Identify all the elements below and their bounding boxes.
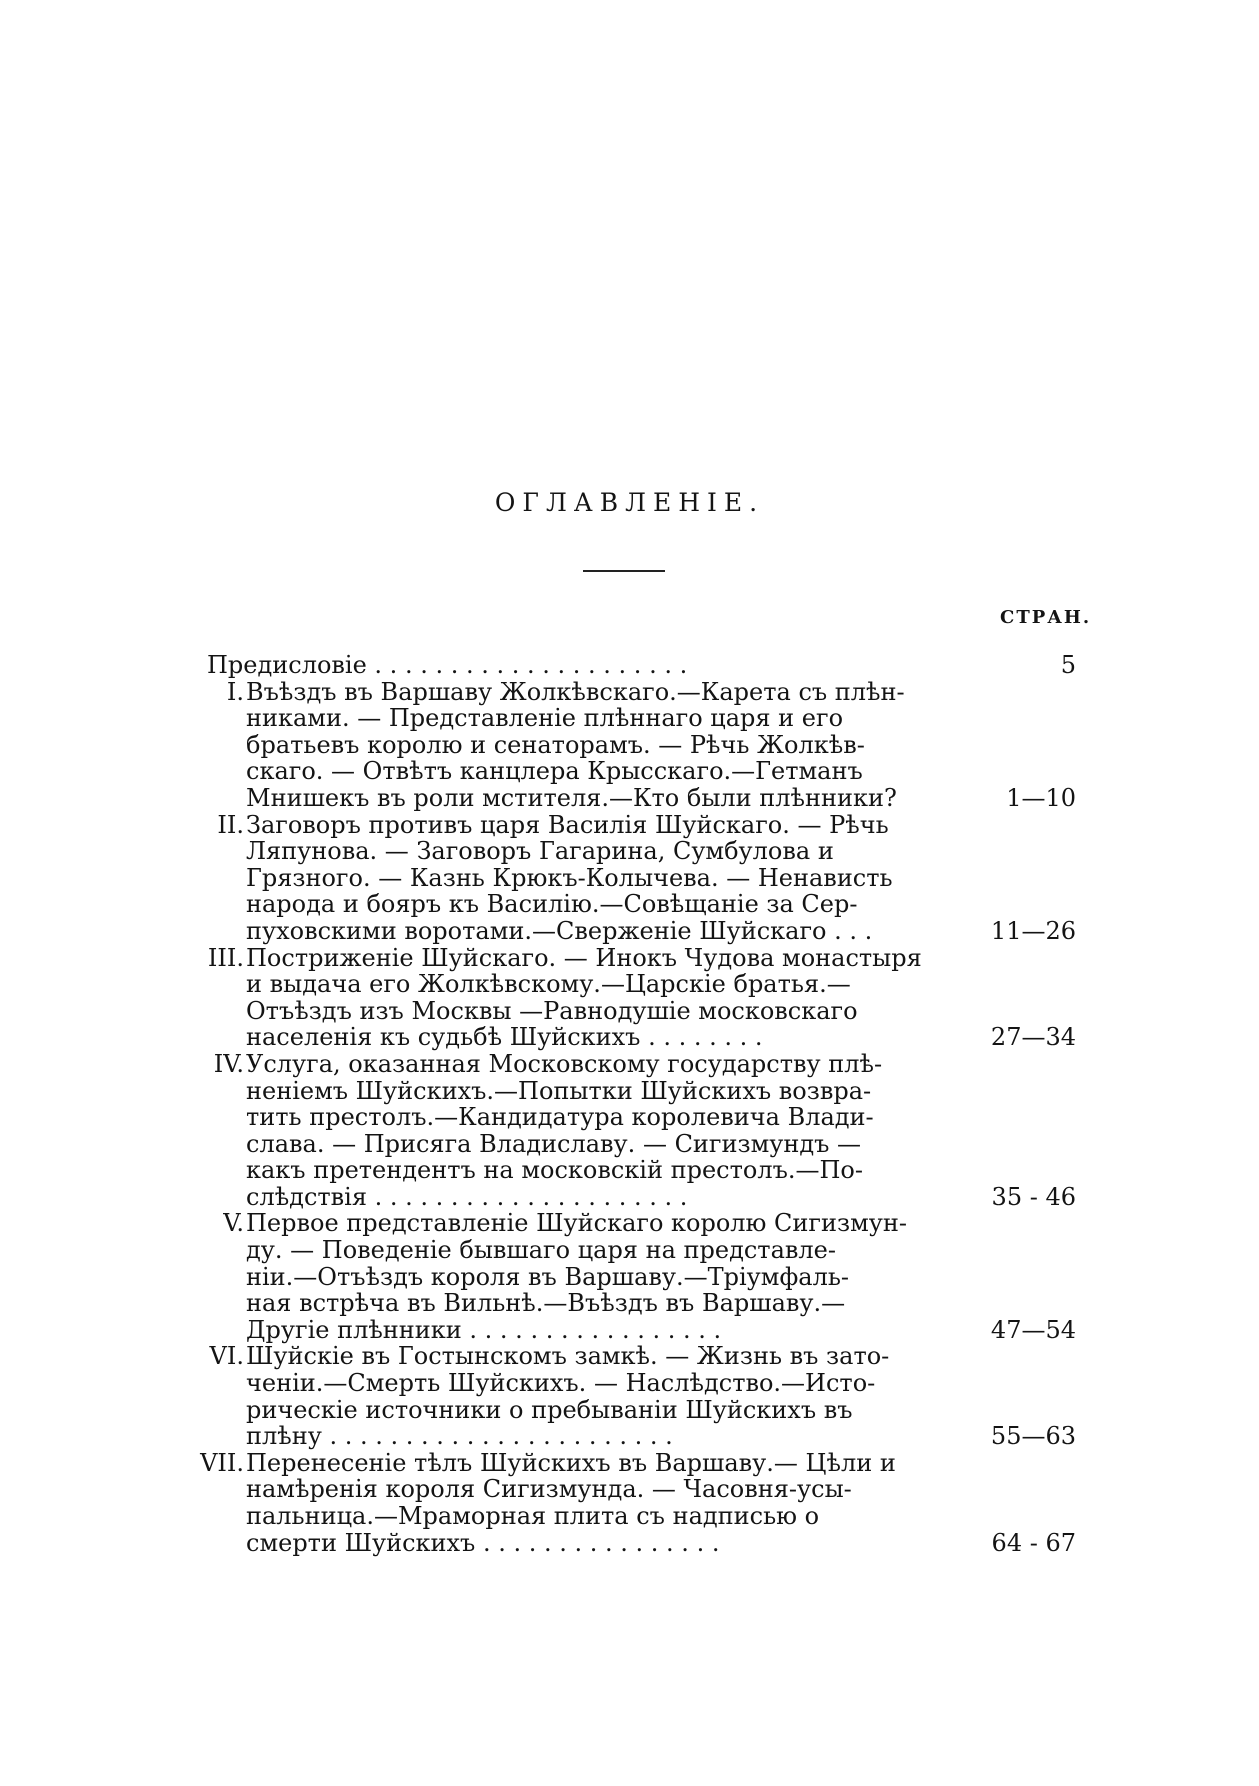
toc-line — [0, 1450, 1259, 1477]
toc-entry-text: ченіи.—Смерть Шуйскихъ. — Наслѣдство.—Исто- — [246, 1369, 876, 1398]
toc-line — [0, 1290, 1259, 1317]
toc-entry-page: 1—10 — [1006, 783, 1076, 812]
toc-line — [0, 1476, 1259, 1503]
toc-entry-page: 5 — [1060, 651, 1076, 679]
toc-entry-text: Постриженіе Шуйскаго. — Инокъ Чудова монастыря — [246, 943, 922, 972]
toc-line — [0, 1184, 1259, 1211]
toc-entry-text: Въѣздъ въ Варшаву Жолкѣвскаго.—Карета съ плѣн- — [246, 677, 905, 706]
toc-entry-text: пальница.—Мраморная плита съ надписью о — [246, 1502, 820, 1530]
toc-entry-text: скаго. — Отвѣтъ канцлера Крысскаго.—Гетманъ — [246, 757, 863, 786]
toc-entry-text: слава. — Присяга Владиславу. — Сигизмундъ — — [246, 1129, 862, 1158]
toc-line — [0, 918, 1259, 945]
toc-entry-text: Предисловіе . . . . . . . . . . . . . . . . . . . . . — [207, 651, 688, 679]
toc-entry-text: тить престолъ.—Кандидатура королевича Влади- — [246, 1103, 874, 1132]
toc-entry-text: ду. — Поведеніе бывшаго царя на представле- — [246, 1236, 836, 1265]
toc-line — [0, 1210, 1259, 1237]
toc-entry-page: 55—63 — [990, 1422, 1076, 1451]
toc-entry-page: 64 - 67 — [991, 1528, 1076, 1557]
toc-line — [0, 1530, 1259, 1557]
toc-line — [0, 1397, 1259, 1424]
toc-line — [0, 1370, 1259, 1397]
toc-entry-numeral: VII. — [200, 1448, 244, 1477]
toc-line — [0, 838, 1259, 865]
toc-entry-text: Первое представленіе Шуйскаго королю Сигизмун- — [246, 1209, 907, 1238]
toc-entry-text: намѣренія короля Сигизмунда. — Часовня-усы- — [246, 1475, 852, 1504]
toc-entry-page: 47—54 — [990, 1315, 1076, 1344]
toc-entry-numeral: III. — [207, 943, 244, 972]
toc-line — [0, 1024, 1259, 1051]
toc-line — [0, 891, 1259, 918]
toc-entry-text: какъ претендентъ на московскій престолъ.—По- — [246, 1156, 863, 1185]
toc-line — [0, 971, 1259, 998]
toc-entry-text: слѣдствія . . . . . . . . . . . . . . . . . . . . . — [246, 1182, 688, 1211]
toc-entry-text: неніемъ Шуйскихъ.—Попытки Шуйскихъ возвра- — [246, 1076, 872, 1105]
toc-line — [0, 758, 1259, 785]
toc-entry-numeral: V. — [223, 1209, 244, 1238]
toc-entry-text: пуховскими воротами.—Сверженіе Шуйскаго . . . — [246, 916, 873, 945]
toc-entry-numeral: IV. — [213, 1049, 244, 1078]
table-of-contents — [0, 652, 1259, 1556]
toc-entry-page: 27—34 — [990, 1023, 1076, 1052]
toc-entry-text: Грязного. — Казнь Крюкъ-Колычева. — Ненависть — [246, 863, 893, 892]
toc-entry-text: Другіе плѣнники . . . . . . . . . . . . . . . . . — [246, 1315, 722, 1344]
toc-entry-numeral: II. — [217, 810, 244, 839]
toc-entry-text: рическіе источники о пребываніи Шуйскихъ въ — [246, 1395, 853, 1424]
toc-entry-text: народа и бояръ къ Василію.—Совѣщаніе за Сер- — [246, 890, 858, 919]
toc-line — [0, 1317, 1259, 1344]
toc-line — [0, 1051, 1259, 1078]
toc-line — [0, 1503, 1259, 1530]
toc-entry-text: населенія къ судьбѣ Шуйскихъ . . . . . . . . — [246, 1023, 763, 1052]
toc-entry-page: 11—26 — [990, 916, 1076, 945]
toc-entry-text: Ляпунова. — Заговоръ Гагарина, Сумбулова и — [246, 837, 834, 866]
toc-line — [0, 652, 1259, 679]
page-title: ОГЛАВЛЕНІЕ. — [494, 488, 765, 517]
toc-entry-text: Отъѣздъ изъ Москвы —Равнодушіе московскаго — [246, 996, 858, 1025]
toc-entry-text: Заговоръ противъ царя Василія Шуйскаго. — Рѣчь — [246, 810, 889, 839]
toc-line — [0, 812, 1259, 839]
toc-line — [0, 1131, 1259, 1158]
toc-entry-text: Мнишекъ въ роли мстителя.—Кто были плѣнники? — [246, 783, 897, 812]
toc-entry-text: и выдача его Жолкѣвскому.—Царскіе братья.— — [246, 970, 851, 999]
toc-entry-text: плѣну . . . . . . . . . . . . . . . . . . . . . . . — [246, 1422, 673, 1451]
toc-line — [0, 1343, 1259, 1370]
title-rule — [583, 570, 665, 572]
toc-line — [0, 1237, 1259, 1264]
toc-line — [0, 998, 1259, 1025]
toc-line — [0, 1423, 1259, 1450]
page-column-header: СТРАН. — [1000, 607, 1092, 628]
toc-line — [0, 865, 1259, 892]
toc-entry-text: ніи.—Отъѣздъ короля въ Варшаву.—Тріумфаль- — [246, 1262, 849, 1291]
toc-entry-numeral: VI. — [209, 1342, 244, 1371]
toc-line — [0, 732, 1259, 759]
toc-entry-text: никами. — Представленіе плѣннаго царя и его — [246, 704, 844, 733]
toc-line — [0, 1078, 1259, 1105]
toc-line — [0, 1264, 1259, 1291]
toc-entry-numeral: I. — [226, 677, 244, 706]
toc-line — [0, 705, 1259, 732]
toc-line — [0, 785, 1259, 812]
toc-line — [0, 945, 1259, 972]
toc-entry-text: Услуга, оказанная Московскому государству плѣ- — [246, 1049, 883, 1078]
toc-entry-text: ная встрѣча въ Вильнѣ.—Въѣздъ въ Варшаву.— — [246, 1289, 846, 1318]
toc-line — [0, 1157, 1259, 1184]
toc-entry-text: Перенесеніе тѣлъ Шуйскихъ въ Варшаву.— Цѣли и — [246, 1448, 896, 1477]
toc-entry-text: Шуйскіе въ Гостынскомъ замкѣ. — Жизнь въ зато- — [246, 1342, 890, 1371]
toc-entry-page: 35 - 46 — [991, 1182, 1076, 1211]
toc-line — [0, 679, 1259, 706]
toc-entry-text: смерти Шуйскихъ . . . . . . . . . . . . . . . . — [246, 1528, 720, 1557]
toc-entry-text: братьевъ королю и сенаторамъ. — Рѣчь Жолкѣв- — [246, 730, 865, 759]
toc-line — [0, 1104, 1259, 1131]
